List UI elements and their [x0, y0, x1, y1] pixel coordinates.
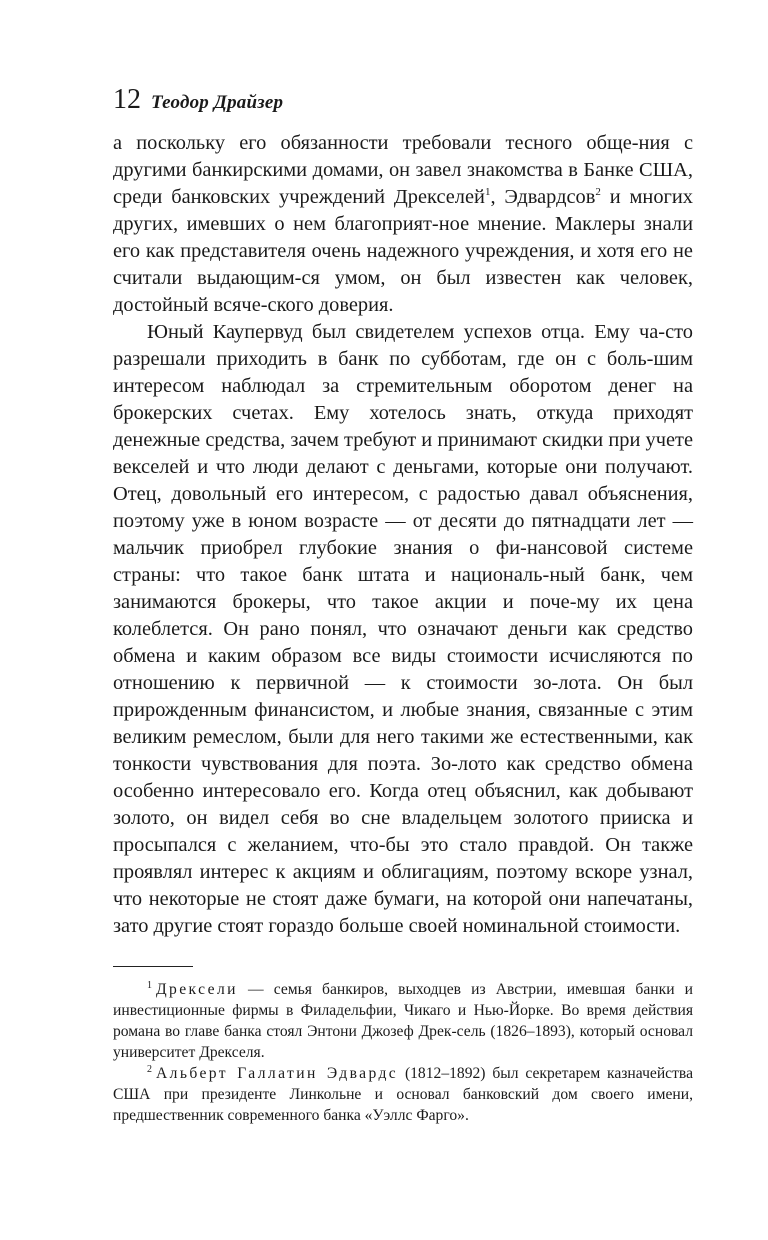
footnote-1	[113, 979, 693, 1063]
footnote-2-term: Альберт Галлатин Эдвардс	[156, 1065, 399, 1082]
paragraph-1-part-a: а поскольку его обязанности требовали тесного обще-ния с другими банкирскими домами, он завел знакомства в Банке США, среди банковских учреждений Дрекселей	[113, 132, 693, 208]
paragraph-1	[113, 130, 693, 319]
paragraph-2: Юный Каупервуд был свидетелем успехов отца. Ему ча-сто разрешали приходить в банк по субботам, где он с боль-шим интересом наблюдал за стремительным оборотом денег на брокерских счетах. Ему хотелось знать, откуда приходят денежные средства, зачем требуют и принимают скидки при учете векселей и что люди делают с деньгами, которые они получают. Отец, довольный его интересом, с радостью давал объяснения, поэтому уже в юном возрасте — от десяти до пятнадцати лет — мальчик приобрел глубокие знания о фи-нансовой системе страны: что такое банк штата и националь-ный банк, чем занимаются брокеры, что такое акции и поче-му их цена колеблется. Он рано понял, что означают деньги как средство обмена и каким образом все виды стоимости исчисляются по отношению к первичной — к стоимости зо-лота. Он был прирожденным финансистом, и любые знания, связанные с этим великим ремеслом, были для него такими же естественными, как тонкости чувствования для поэта. Зо-лото как средство обмена особенно интересовало его. Когда отец объяснил, как добывают золото, он видел себя во сне владельцем золотого прииска и просыпался с желанием, что-бы это стало правдой. Он также проявлял интерес к акциям и облигациям, поэтому вскоре узнал, что некоторые не стоят даже бумаги, на которой они напечатаны, зато другие стоят гораздо больше своей номинальной стоимости.	[113, 321, 693, 937]
footnote-2-marker: 2	[147, 1063, 152, 1075]
footnote-ref-2: 2	[595, 186, 601, 199]
body-text	[113, 130, 693, 940]
page-number: 12	[113, 84, 141, 115]
footnote-ref-1: 1	[484, 186, 491, 199]
footnote-2	[113, 1063, 693, 1126]
footnote-1-term: Дрексели	[156, 981, 238, 998]
paragraph-1-part-c: и многих других, имевших о нем благоприят-ное мнение. Маклеры знали его как представителя очень надежного учреждения, и хотя его не считали выдающим-ся умом, он был известен как человек, достойный всяче-ского доверия.	[113, 186, 694, 316]
footnotes	[113, 979, 693, 1126]
running-title: Теодор Драйзер	[151, 92, 284, 113]
footnote-2-text: (1812–1892) был секретарем казначейства США при президенте Линкольне и основал банковский дом своего имени, предшественник современного банка «Уэллс Фарго».	[113, 1065, 693, 1124]
page-header	[113, 86, 693, 126]
footnote-divider	[113, 966, 193, 967]
book-page	[113, 86, 693, 1126]
paragraph-1-part-b: , Эдвардсов	[490, 186, 596, 208]
footnote-1-text: — семья банкиров, выходцев из Австрии, имевшая банки и инвестиционные фирмы в Филадельфии, Чикаго и Нью-Йорке. Во время действия романа во главе банка стоял Энтони Джозеф Дрек-сель (1826–1893), который основал университет Дрекселя.	[113, 981, 693, 1061]
footnote-1-marker: 1	[147, 979, 152, 991]
